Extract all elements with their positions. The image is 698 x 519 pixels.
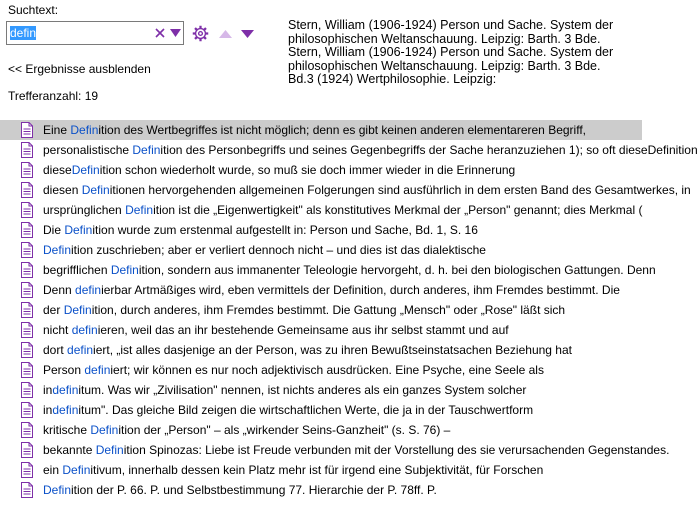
snippet-match: Defin — [81, 183, 110, 197]
snippet-after: itionen hervorgehenden allgemeinen Folgerungen sind ausführlich in dem ersten Band des Gesamtwerkes, in — [109, 183, 691, 197]
search-box[interactable] — [6, 21, 184, 45]
result-row[interactable] — [0, 220, 642, 240]
hide-results-link[interactable]: << Ergebnisse ausblenden — [8, 62, 151, 76]
result-snippet — [43, 283, 620, 297]
result-snippet — [43, 403, 533, 417]
document-icon — [20, 382, 34, 398]
snippet-after: ition ist die „Eigenwertigkeit" als konstitutives Merkmal der „Person" genannt; dies Merkmal ( — [153, 203, 643, 217]
snippet-after: ition, durch anderes, ihm Fremdes bestimmt. Die Gattung „Mensch" oder „Rose" läßt sich — [91, 303, 566, 317]
search-input[interactable] — [10, 25, 150, 41]
snippet-after: ierbar Artmäßiges wird, eben vermittels der Definition, durch anderes, ihm Fremdes bestimmt. Die — [101, 283, 620, 297]
result-snippet — [43, 323, 509, 337]
snippet-after: ition wurde zum erstenmal aufgestellt in: Person und Sache, Bd. 1, S. 16 — [92, 223, 478, 237]
snippet-before: dort — [43, 343, 68, 357]
document-icon — [20, 402, 34, 418]
snippet-after: itivum, innerhalb dessen kein Platz mehr ist für irgend eine Subjektivität, für Forschen — [90, 463, 544, 477]
snippet-before: diesen — [43, 183, 82, 197]
snippet-match: Defin — [43, 483, 72, 497]
snippet-match: defin — [71, 323, 98, 337]
snippet-match: Defin — [71, 163, 100, 177]
snippet-before: Denn — [43, 283, 76, 297]
document-icon — [20, 262, 34, 278]
snippet-after: ition der „Person" – als „wirkender Seins-Ganzheit" (s. S. 76) – — [118, 423, 451, 437]
document-icon — [20, 442, 34, 458]
chevron-down-icon[interactable] — [170, 28, 181, 38]
result-row[interactable] — [0, 140, 698, 160]
document-icon — [20, 462, 34, 478]
snippet-before: bekannte — [43, 443, 96, 457]
result-snippet — [43, 303, 565, 317]
result-snippet — [43, 363, 544, 377]
result-snippet — [43, 163, 515, 177]
document-icon — [20, 302, 34, 318]
snippet-after: itum. Was wir „Zivilisation" nennen, ist nichts anderes als ein ganzes System solcher — [78, 383, 527, 397]
snippet-after: ition, sondern aus immanenter Teleologie hervorgeht, d. h. bei den biologischen Gattungen. Denn — [138, 263, 656, 277]
result-row[interactable] — [0, 280, 642, 300]
snippet-before: nicht — [43, 323, 72, 337]
result-snippet — [43, 143, 698, 157]
result-list — [0, 120, 698, 500]
next-arrow-down-icon[interactable] — [241, 30, 254, 38]
snippet-after: ieren, weil das an ihr bestehende Gemeinsame aus ihr selbst stammt und auf — [97, 323, 509, 337]
search-label: Suchtext: — [8, 3, 59, 17]
snippet-before: personalistische — [43, 143, 133, 157]
source-reference-text: Stern, William (1906-1924) Person und Sache. System der philosophischen Weltanschauung. Leipzig: Barth. 3 Bde. Stern, William (1906-1924) Person und Sache. System der philosophischen Weltanschauung. Leipzig: Barth. 3 Bde. Bd.3 (1924) Wertphilosophie. Leipzig: — [288, 18, 614, 87]
result-row[interactable] — [0, 340, 642, 360]
snippet-match: Defin — [90, 423, 119, 437]
snippet-after: iert, „ist alles dasjenige an der Person, was zu ihren Bewußtseinstatsachen Beziehung hat — [93, 343, 572, 357]
result-row[interactable] — [0, 380, 642, 400]
document-icon — [20, 282, 34, 298]
snippet-after: ition der P. 66. P. und Selbstbestimmung 77. Hierarchie der P. 78ff. P. — [71, 483, 437, 497]
clear-icon[interactable] — [154, 26, 166, 40]
snippet-before: ein — [43, 463, 63, 477]
result-row[interactable] — [0, 260, 656, 280]
snippet-after: ition des Wertbegriffes ist nicht möglich; denn es gibt keinen anderen elementareren Begriff, — [98, 123, 586, 137]
document-icon — [20, 122, 34, 138]
result-snippet — [43, 463, 543, 477]
snippet-after: ition Spinozas: Liebe ist Freude verbunden mit der Vorstellung des sie verursachenden Gegenstandes. — [123, 443, 670, 457]
snippet-match: defin — [84, 363, 111, 377]
document-icon — [20, 242, 34, 258]
result-snippet — [43, 423, 450, 437]
document-icon — [20, 482, 34, 498]
result-snippet — [43, 263, 656, 277]
document-icon — [20, 422, 34, 438]
document-icon — [20, 222, 34, 238]
document-icon — [20, 202, 34, 218]
document-icon — [20, 342, 34, 358]
result-snippet — [43, 343, 572, 357]
snippet-match: defin — [67, 343, 94, 357]
snippet-after: ition des Personbegriffs und seines Gegenbegriffs der Sache heranzuziehen 1); so oft dieseDefinition — [160, 143, 698, 157]
snippet-match: Defin — [63, 303, 92, 317]
snippet-before: ursprünglichen — [43, 203, 126, 217]
result-row[interactable] — [0, 420, 642, 440]
snippet-match: Defin — [43, 243, 72, 257]
result-snippet — [43, 443, 669, 457]
snippet-match: Defin — [64, 223, 93, 237]
snippet-before: diese — [43, 163, 72, 177]
snippet-after: itum". Das gleiche Bild zeigen die wirtschaftlichen Werte, die ja in der Tauschwertform — [78, 403, 534, 417]
result-snippet — [43, 123, 586, 137]
result-row[interactable] — [0, 240, 642, 260]
result-snippet — [43, 203, 642, 217]
document-icon — [20, 182, 34, 198]
result-snippet — [43, 243, 486, 257]
result-row[interactable] — [0, 180, 691, 200]
snippet-match: Defin — [125, 203, 154, 217]
snippet-after: ition zuschrieben; aber er verliert dennoch nicht – und dies ist das dialektische — [71, 243, 486, 257]
snippet-match: defin — [52, 383, 79, 397]
snippet-match: defin — [75, 283, 102, 297]
snippet-before: begrifflichen — [43, 263, 111, 277]
snippet-match: Defin — [95, 443, 124, 457]
gear-icon[interactable] — [192, 25, 209, 42]
snippet-match: defin — [52, 403, 79, 417]
snippet-match: Defin — [70, 123, 99, 137]
result-snippet — [43, 483, 437, 497]
snippet-match: Defin — [132, 143, 161, 157]
document-icon — [20, 142, 34, 158]
result-row[interactable] — [0, 120, 642, 140]
snippet-before: Person — [43, 363, 85, 377]
snippet-after: ition schon wiederholt wurde, so muß sie doch immer wieder in die Erinnerung — [99, 163, 516, 177]
result-snippet — [43, 223, 478, 237]
snippet-before: kritische — [43, 423, 91, 437]
snippet-match: Defin — [110, 263, 139, 277]
hit-count: Trefferanzahl: 19 — [8, 89, 99, 103]
snippet-before: in — [43, 383, 53, 397]
document-icon — [20, 162, 34, 178]
result-snippet — [43, 383, 526, 397]
result-row[interactable] — [0, 160, 642, 180]
result-row[interactable] — [0, 480, 642, 500]
result-row[interactable] — [0, 300, 642, 320]
document-icon — [20, 362, 34, 378]
snippet-match: Defin — [62, 463, 91, 477]
previous-arrow-up-icon[interactable] — [219, 30, 232, 38]
snippet-before: in — [43, 403, 53, 417]
result-snippet — [43, 183, 691, 197]
result-row[interactable] — [0, 320, 642, 340]
result-row[interactable] — [0, 460, 642, 480]
result-row[interactable] — [0, 360, 642, 380]
snippet-before: Die — [43, 223, 65, 237]
snippet-before: Eine — [43, 123, 71, 137]
snippet-after: iert; wir können es nur noch adjektivisch ausdrücken. Eine Psyche, eine Seele als — [110, 363, 544, 377]
result-row[interactable] — [0, 200, 642, 220]
document-icon — [20, 322, 34, 338]
result-row[interactable] — [0, 400, 642, 420]
snippet-before: der — [43, 303, 64, 317]
result-row[interactable] — [0, 440, 670, 460]
